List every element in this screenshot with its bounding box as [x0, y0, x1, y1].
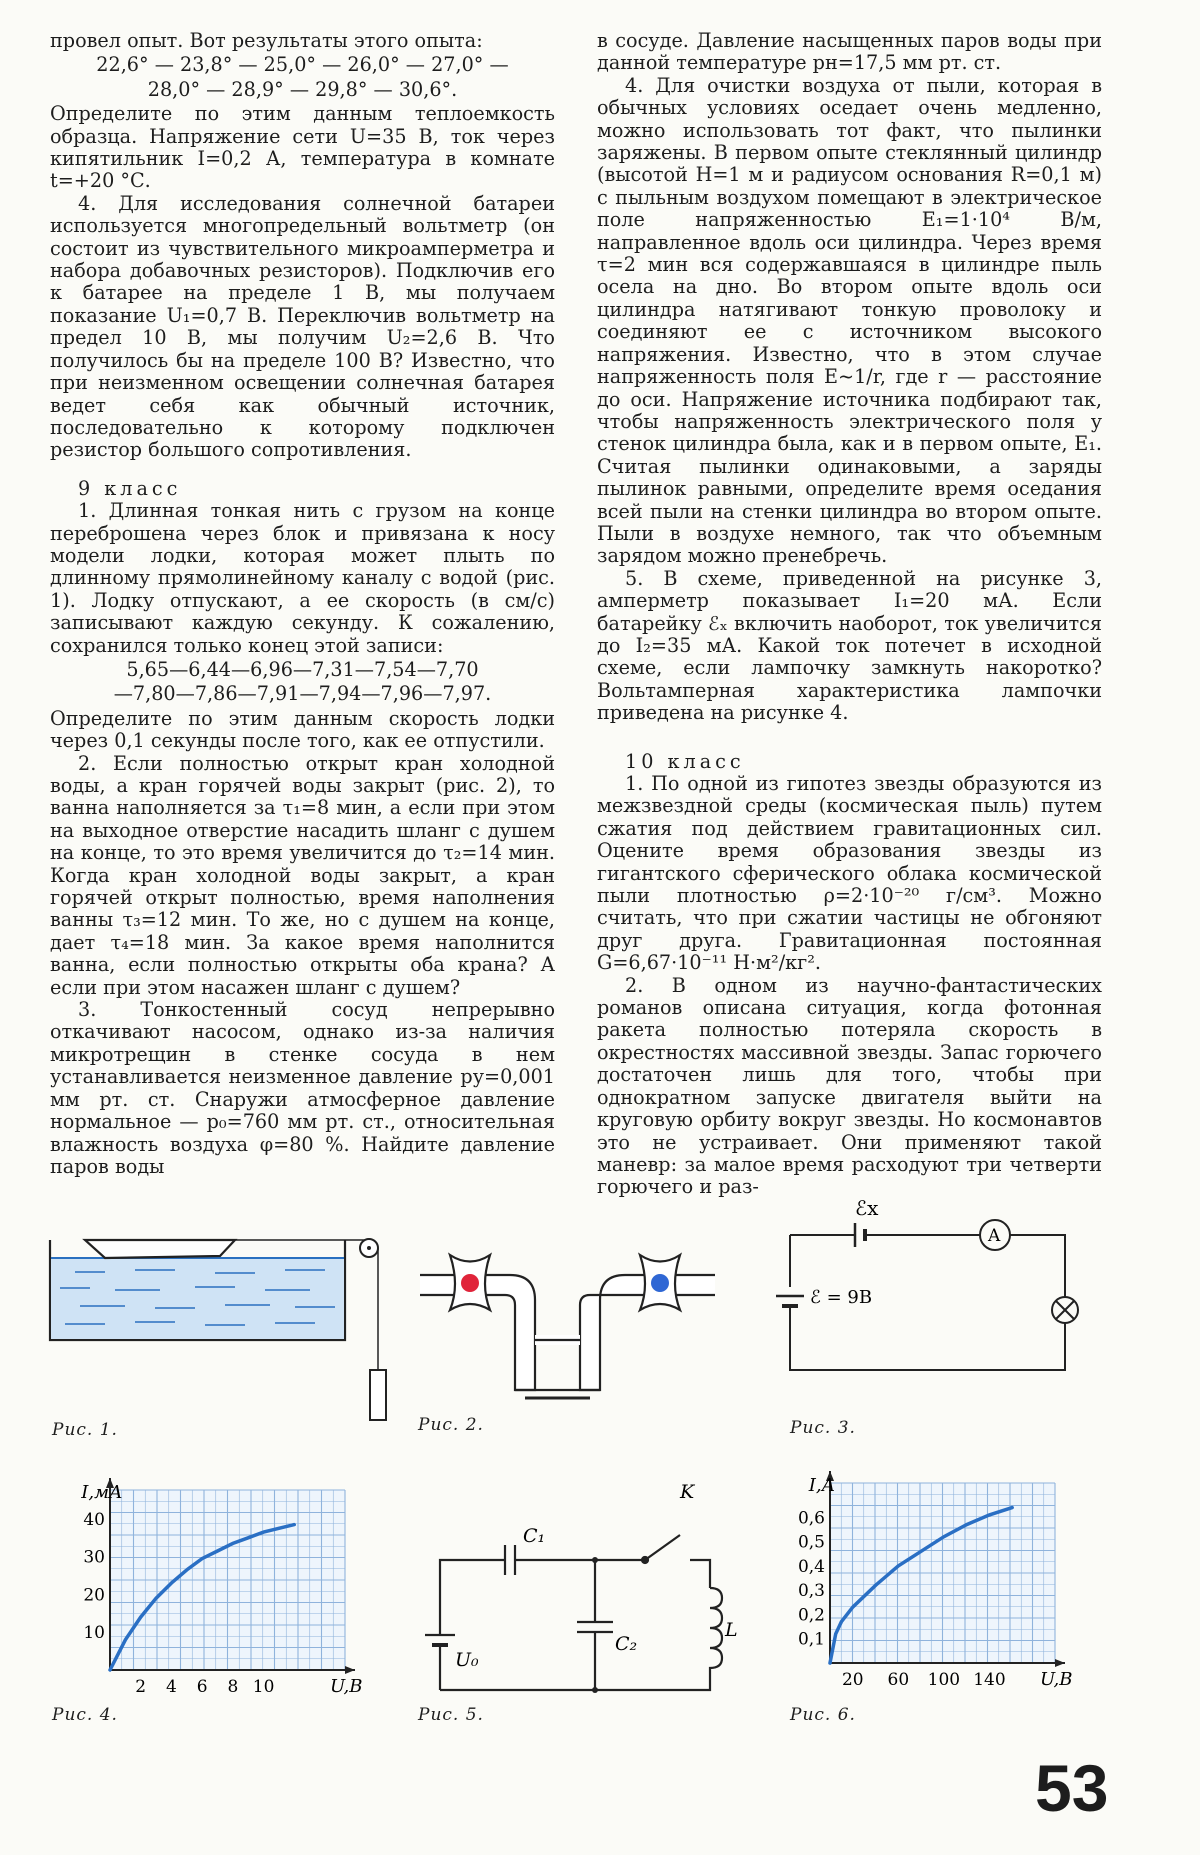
continued-text: в сосуде. Давление насыщенных паров воды при данной температуре pн=17,5 мм рт. ст.: [597, 29, 1102, 75]
speed-series-line2: —7,80—7,86—7,91—7,94—7,96—7,97.: [113, 682, 492, 706]
caption-figure-1: Рис. 1.: [52, 1420, 118, 1440]
problem-9-2: 2. Если полностью открыт кран холодной воды, а кран горячей воды закрыт (рис. 2), то ванна наполняется за τ₁=8 мин, а если при этом на выходное отверстие насадить шланг с душем на конце, то это время увеличится до τ₂=14 мин. Когда кран холодной воды закрыт, а кран горячей открыт полностью, время наполнения ванны τ₃=12 мин. То же, но с душем на конце, дает τ₄=18 мин. За какое время наполнится ванна, если полностью открыты оба крана? А если при этом насажен шланг с душем?: [50, 751, 555, 999]
chart-y-axis-label: I,А: [808, 1475, 836, 1496]
voltage-label: U₀: [455, 1649, 479, 1671]
battery-emf-label: ℰ = 9В: [810, 1287, 873, 1308]
chart-x-tick-label: 8: [227, 1677, 239, 1697]
caption-figure-2: Рис. 2.: [418, 1415, 484, 1435]
problem-9-1-question: Определите по этим данным скорость лодки через 0,1 секунды после того, как ее отпустили.: [50, 706, 555, 753]
problem-9-3: 3. Тонкостенный сосуд непрерывно откачивают насосом, однако из-за наличия микротрещин в стенке сосуда в нем устанавливается неизменное давление pу=0,001 мм рт. ст. Снаружи атмосферное давление нормальное — p₀=760 мм рт. ст., относительная влажность воздуха φ=80 %. Найдите давление паров воды: [50, 998, 555, 1178]
problem-10-2: 2. В одном из научно-фантастических романов описана ситуация, когда фотонная ракета полностью потеряла скорость в окрестностях массивной звезды. Запас горючего достаточен лишь для того, чтобы при однократном запуске двигателя выйти на круговую орбиту вокруг звезды. Но космонавтов это не устраивает. Они применяют такой маневр: за малое время расходуют три четверти горючего и раз-: [597, 973, 1102, 1199]
chart-y-tick-label: 10: [83, 1623, 105, 1644]
boat: [85, 1240, 235, 1258]
ammeter-label: A: [988, 1226, 1001, 1246]
cold-tap-indicator: [651, 1274, 669, 1292]
figure-1-boat-canal: [45, 1210, 385, 1425]
figure-6-chart: [750, 1470, 1080, 1695]
chart-y-tick-label: 0,5: [797, 1532, 825, 1553]
heat-capacity-question: Определите по этим данным теплоемкость образца. Напряжение сети U=35 В, ток через кипятильник I=0,2 А, температура в комнате t=+20 °С.: [50, 102, 555, 193]
caption-figure-6: Рис. 6.: [790, 1705, 856, 1725]
chart-x-tick-label: 4: [166, 1677, 177, 1697]
chart-x-tick-label: 20: [841, 1670, 864, 1690]
chart-x-axis-label: U,В: [330, 1676, 363, 1697]
inductor-label: L: [725, 1619, 738, 1641]
problem-9-5: 5. В схеме, приведенной на рисунке 3, амперметр показывает I₁=20 мА. Если батарейку ℰₓ включить наоборот, ток увеличится до I₂=35 мА. Какой ток потечет в исходной схеме, если лампочку замкнуть накоротко? Вольтамперная характеристика лампочки приведена на рисунке 4.: [597, 566, 1102, 725]
problem-9-4: 4. Для очистки воздуха от пыли, которая в обычных условиях оседает очень медленно, можно использовать тот факт, что пылинки заряжены. В первом опыте стеклянный цилиндр (высотой H=1 м и радиусом основания R=0,1 м) с пыльным воздухом помещают в электрическое поле напряженностью E₁=1·10⁴ В/м, направленное вдоль оси цилиндра. Через время τ=2 мин вся содержавшаяся в цилиндре пыль осела на дно. Во втором опыте вдоль оси цилиндра натягивают тонкую проволоку и соединяют ее с источником высокого напряжения. Известно, что в этом случае напряженность поля E~1/r, где r — расстояние до оси. Напряжение источника подбирают так, чтобы напряженность электрического поля у стенок цилиндра была, как и в первом опыте, E₁. Считая пылинки одинаковыми, а заряды пылинок равными, определите время оседания всей пыли на стенки цилиндра во втором опыте. Пыли в воздухе немного, так что объемным зарядом можно пренебречь.: [597, 73, 1102, 568]
chart-x-tick-label: 10: [252, 1677, 275, 1697]
caption-figure-4: Рис. 4.: [52, 1705, 118, 1725]
chart-x-tick-label: 60: [887, 1670, 910, 1690]
figure-4-chart: [48, 1470, 378, 1705]
problem-10-1: 1. По одной из гипотез звезды образуются из межзвездной среды (космическая пыль) путем сжатия под действием гравитационных сил. Оцените время образования звезды из гигантского сферического облака космической пыли плотностью ρ=2·10⁻²⁰ г/см³. Можно считать, что при сжатии частицы не обгоняют друг друга. Гравитационная постоянная G=6,67·10⁻¹¹ Н·м²/кг².: [597, 772, 1102, 975]
weight: [370, 1370, 386, 1420]
switch-label: K: [680, 1481, 695, 1503]
chart-y-axis-label: I,мА: [81, 1482, 123, 1503]
intro-text: провел опыт. Вот результаты этого опыта:: [50, 29, 483, 52]
problem-solar-battery: 4. Для исследования солнечной батареи используется многопредельный вольтметр (он состоит из чувствительного микроамперметра и набора добавочных резисторов). Подключив его к батарее на пределе 1 В, мы получаем показание U₁=0,7 В. Переключив вольтметр на предел 10 В, мы получим U₂=2,6 В. Что получилось бы на пределе 100 В? Известно, что при неизменном освещении солнечная батарея ведет себя как обычный источник, последовательно к которому подключен резистор большого сопротивления.: [50, 191, 555, 462]
chart-x-axis-label: U,В: [1040, 1669, 1073, 1690]
chart-y-tick-label: 40: [83, 1509, 105, 1530]
speed-series-line1: 5,65—6,44—6,96—7,31—7,54—7,70: [126, 657, 479, 681]
chart-y-tick-label: 0,2: [797, 1605, 825, 1626]
battery-x-label: ℰx: [855, 1196, 879, 1220]
problem-9-1: 1. Длинная тонкая нить с грузом на конце переброшена через блок и привязана к носу модели лодки, которая может плыть по длинному прямолинейному каналу с водой (рис. 1). Лодку отпускают, а ее скорость (в см/с) записывают каждую секунду. К сожалению, сохранился только конец этой записи:: [50, 499, 555, 657]
chart-x-tick-label: 2: [135, 1677, 147, 1697]
caption-figure-5: Рис. 5.: [418, 1705, 484, 1725]
temperature-series-line2: 28,0° — 28,9° — 29,8° — 30,6°.: [147, 77, 458, 101]
chart-y-tick-label: 20: [83, 1585, 105, 1606]
section-heading-grade9: 9 класс: [78, 476, 182, 500]
left-column: [50, 30, 555, 1178]
chart-y-tick-label: 0,6: [797, 1508, 825, 1529]
chart-y-tick-label: 0,4: [797, 1556, 825, 1577]
page-number: 53: [1035, 1751, 1109, 1825]
figure-5-circuit: [405, 1470, 738, 1695]
temperature-series-line1: 22,6° — 23,8° — 25,0° — 26,0° — 27,0° —: [96, 53, 509, 77]
chart-x-tick-label: 6: [196, 1677, 208, 1697]
figure-3-circuit: [770, 1185, 1100, 1380]
right-column: [597, 30, 1102, 1199]
chart-x-arrow: [345, 1666, 355, 1674]
chart-x-tick-label: 100: [927, 1670, 961, 1690]
chart-y-tick-label: 0,1: [797, 1629, 825, 1650]
section-heading-grade10: 10 класс: [625, 749, 745, 773]
chart-y-tick-label: 0,3: [797, 1581, 825, 1602]
figure-2-faucets: [415, 1240, 720, 1405]
chart-y-tick-label: 30: [83, 1547, 105, 1568]
hot-tap-indicator: [461, 1274, 479, 1292]
c1-label: C₁: [523, 1525, 546, 1547]
chart-x-tick-label: 140: [973, 1670, 1006, 1690]
chart-x-arrow: [1055, 1659, 1065, 1667]
caption-figure-3: Рис. 3.: [790, 1418, 856, 1438]
c2-label: C₂: [615, 1633, 638, 1655]
